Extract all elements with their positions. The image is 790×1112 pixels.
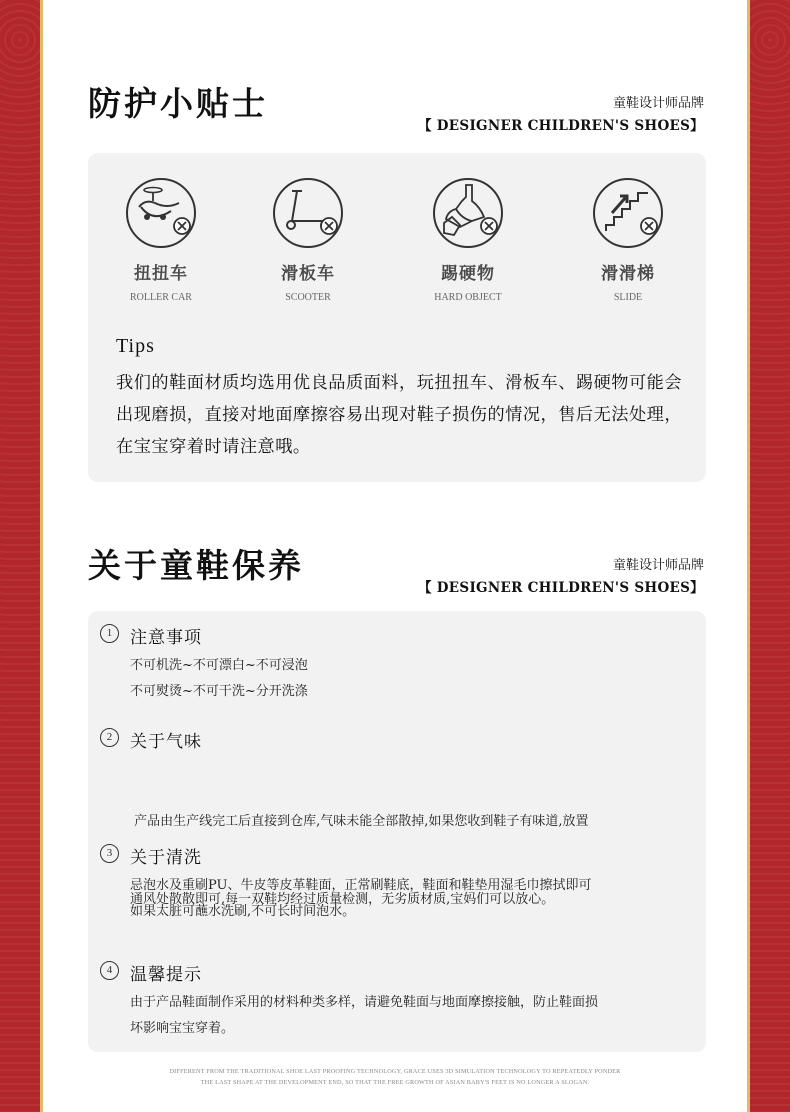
care-item-1: [100, 623, 660, 703]
care-card: [88, 611, 706, 1052]
footer-line-1: DIFFERENT FROM THE TRADITIONAL SHOE LAST PROOFING TECHNOLOGY, GRACE USES 3D SIMULATION TECHNOLOGY TO REPEATEDLY PONDER: [169, 1068, 621, 1075]
icon-label: 滑滑梯: [601, 264, 655, 284]
icon-en: SCOOTER: [285, 292, 331, 303]
care-item-4: [100, 960, 660, 1050]
red-border-right: [750, 0, 790, 1112]
gold-line-left: [40, 0, 43, 1112]
item-body: [130, 990, 650, 1042]
slide-icon: [592, 177, 664, 249]
tips-text: 我们的鞋面材质均选用优良品质面料，玩扭扭车、滑板车、踢硬物可能会出现磨损，直接对地面摩擦容易出现对鞋子损伤的情况，售后无法处理，在宝宝穿着时请注意哦。: [116, 373, 683, 457]
icon-item-scooter: [238, 177, 378, 303]
item-body: [130, 653, 650, 705]
icon-en: SLIDE: [613, 292, 643, 303]
brand-cn: 童鞋设计师品牌: [612, 558, 704, 573]
item-title: 温馨提示: [130, 965, 202, 985]
icon-label: 滑板车: [281, 264, 335, 284]
item-line: 如果太脏可蘸水洗刷,不可长时间泡水。: [130, 904, 356, 919]
item-line: 忌泡水及重刷PU、牛皮等皮革鞋面，正常刷鞋底，鞋面和鞋垫用湿毛巾擦拭即可: [130, 878, 592, 893]
icon-en: ROLLER CAR: [130, 292, 192, 303]
item-number: 4: [100, 961, 119, 980]
icon-label: 踢硬物: [441, 264, 495, 284]
icon-item-hard-object: [398, 177, 538, 303]
brand-en: 【 DESIGNER CHILDREN'S SHOES】: [418, 580, 704, 596]
icon-en: HARD OBJECT: [434, 292, 502, 303]
footer-slogan: [0, 1066, 790, 1088]
item-number: 2: [100, 728, 119, 747]
brand-cn: 童鞋设计师品牌: [612, 96, 704, 111]
red-border-left: [0, 0, 40, 1112]
care-item-3: [100, 843, 660, 933]
item-body: [130, 873, 650, 925]
footer-line-2: THE LAST SHAPE AT THE DEVELOPMENT END, SO THAT THE FREE GROWTH OF ASIAN BABY'S FEET IS NO LONGER A SLOGAN.: [200, 1079, 590, 1086]
brand-en: 【 DESIGNER CHILDREN'S SHOES】: [418, 118, 704, 134]
icon-item-slide: [558, 177, 698, 303]
brand-block-1: [418, 92, 704, 134]
item-title: 关于气味: [130, 732, 202, 752]
icon-row: [88, 177, 706, 307]
section-title-protection: 防护小贴士: [88, 84, 268, 123]
item-line: 坏影响宝宝穿着。: [130, 1021, 235, 1036]
item-title: 关于清洗: [130, 848, 202, 868]
item-line: 不可熨烫~不可干洗~分开洗涤: [130, 684, 308, 699]
section-title-care: 关于童鞋保养: [88, 546, 304, 585]
hard-object-icon: [432, 177, 504, 249]
item-line: 通风处散散即可,每一双鞋均经过质量检测，无劣质材质,宝妈们可以放心。: [130, 892, 555, 907]
item-line: 由于产品鞋面制作采用的材料种类多样，请避免鞋面与地面摩擦接触，防止鞋面损: [130, 995, 599, 1010]
tips-title: Tips: [116, 335, 155, 357]
item-line: 不可机洗~不可漂白~不可浸泡: [130, 658, 308, 673]
scooter-icon: [272, 177, 344, 249]
roller-car-icon: [125, 177, 197, 249]
icon-label: 扭扭车: [134, 264, 188, 284]
gold-line-right: [747, 0, 750, 1112]
tips-card: [88, 153, 706, 482]
brand-block-2: [418, 554, 704, 596]
item-line: 产品由生产线完工后直接到仓库,气味未能全部散掉,如果您收到鞋子有味道,放置: [130, 814, 589, 829]
item-title: 注意事项: [130, 628, 202, 648]
item-number: 3: [100, 844, 119, 863]
item-number: 1: [100, 624, 119, 643]
icon-item-roller-car: [91, 177, 231, 303]
